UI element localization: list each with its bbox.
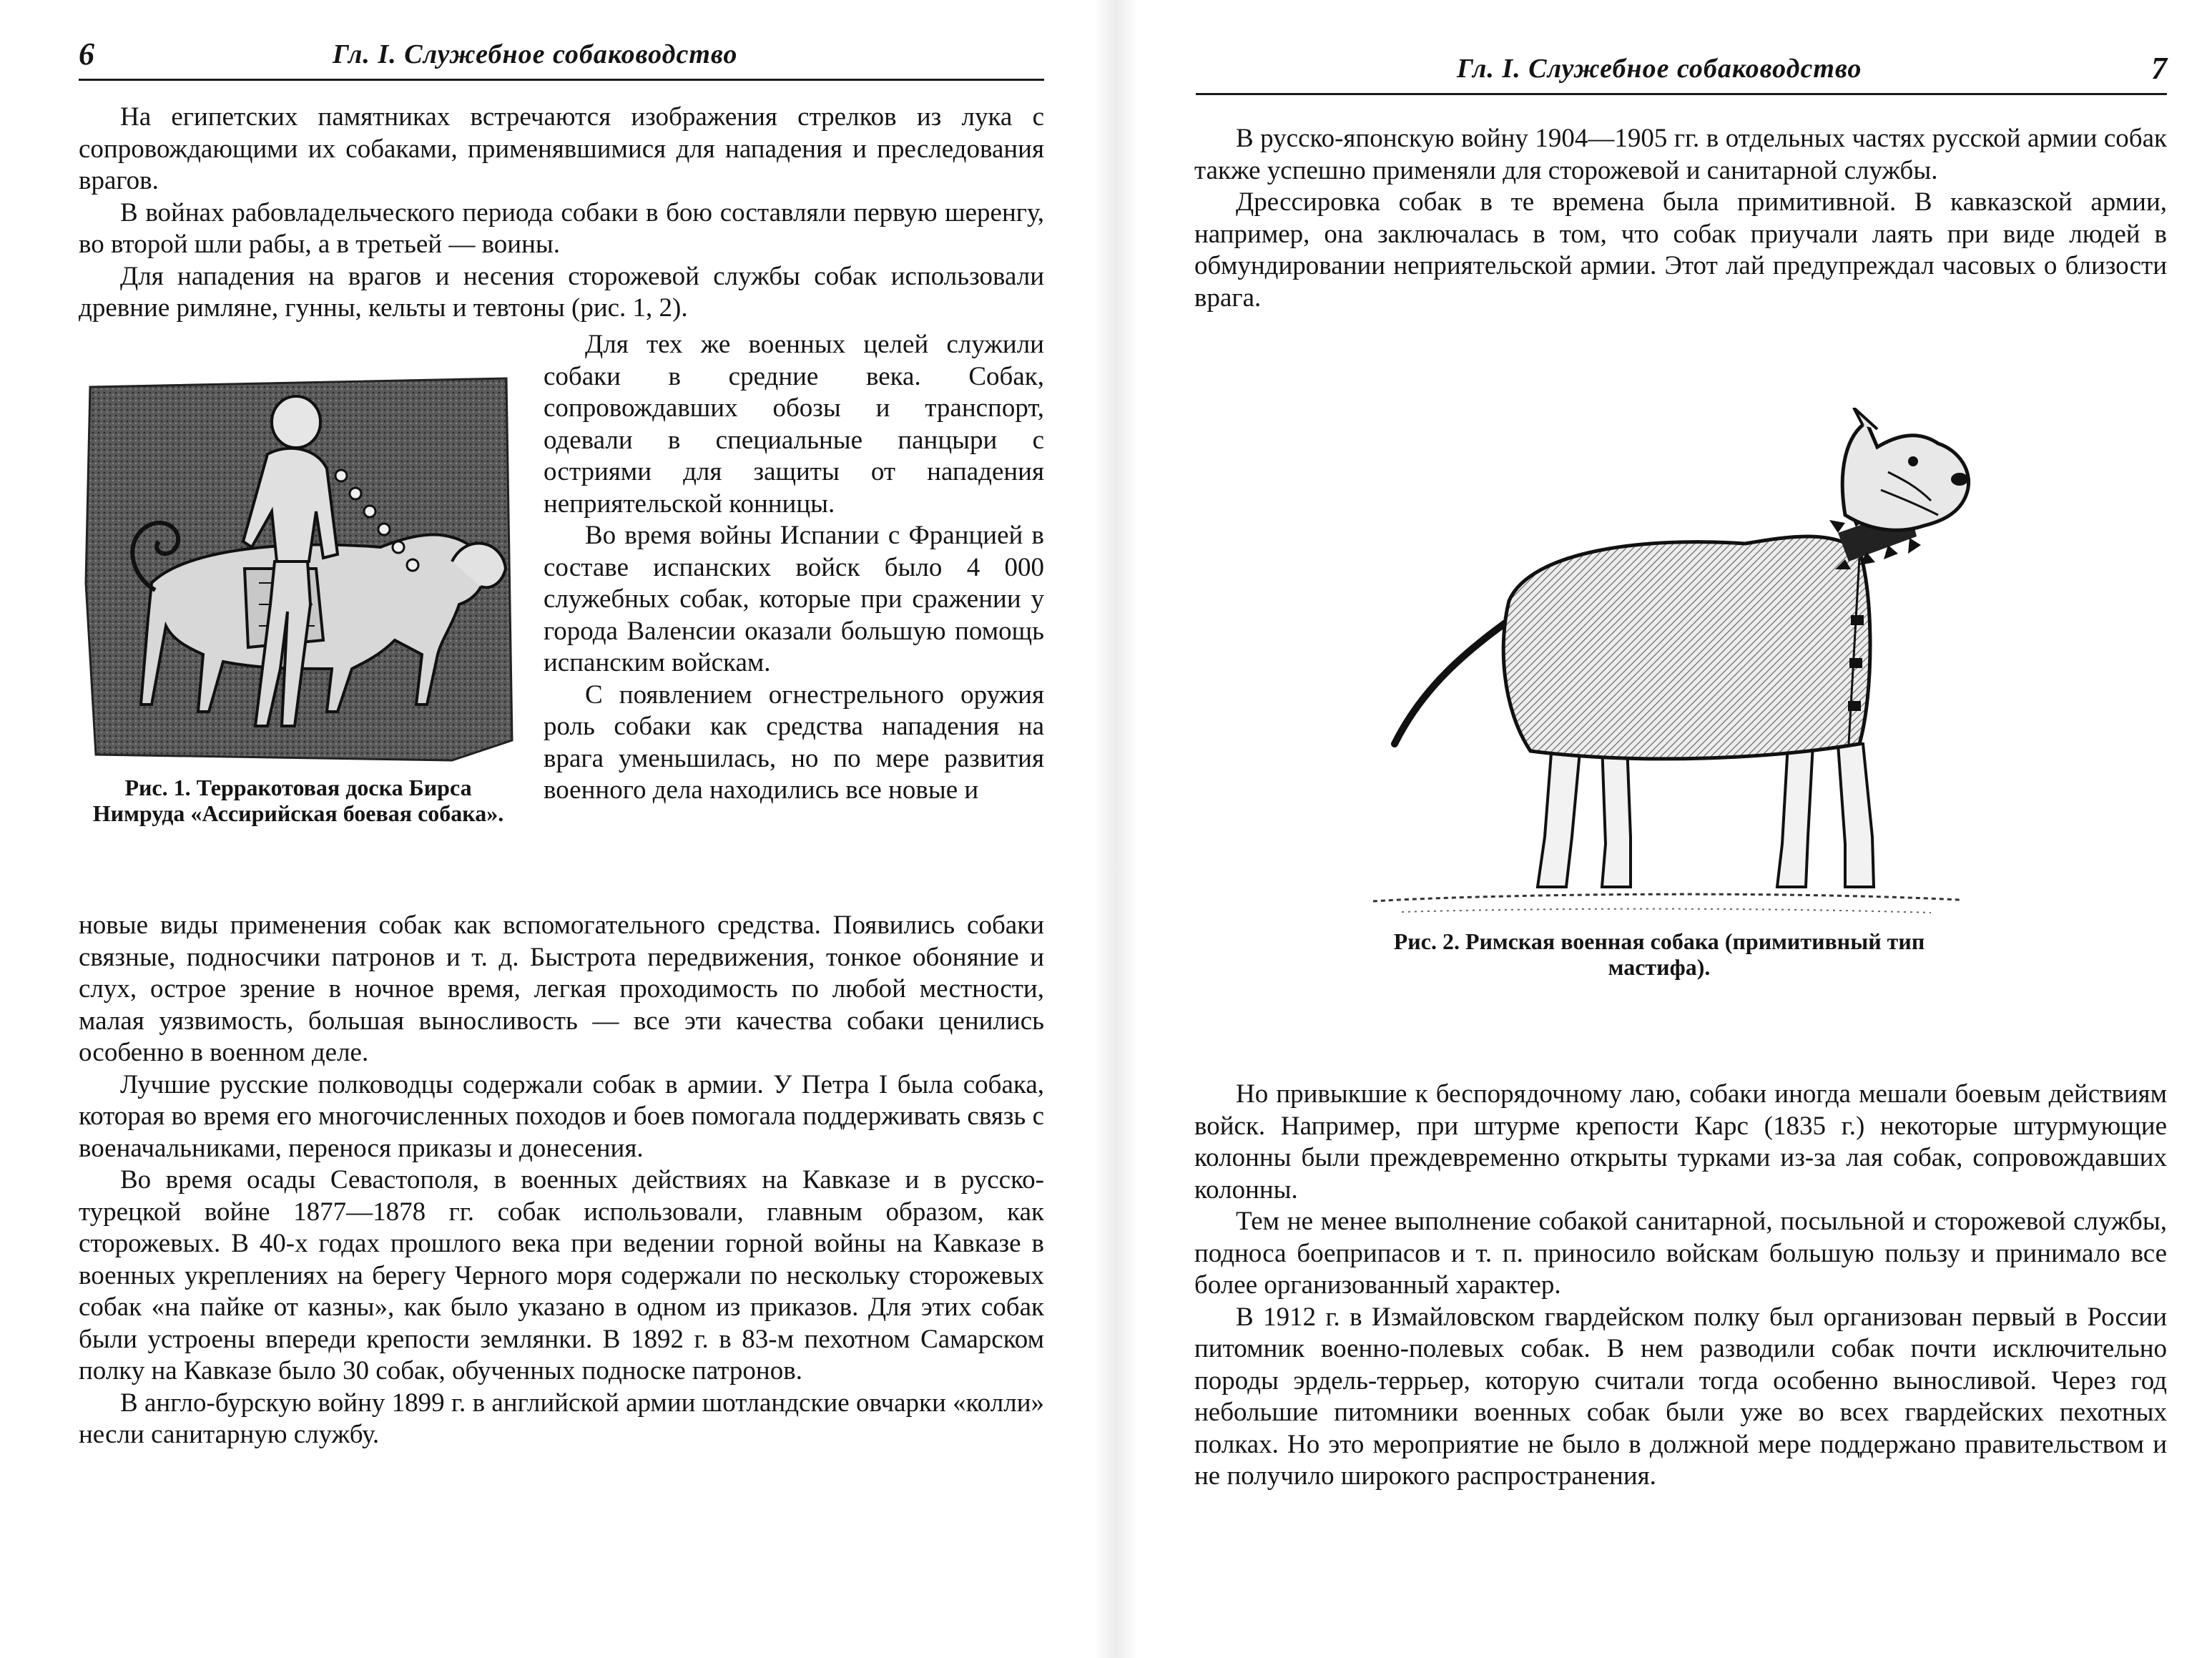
figure-2	[1345, 408, 1974, 980]
paragraph: новые виды применения собак как вспомогательного средства. Появились собаки связные, подносчики патронов и т. д. Быстрота передвижения, тонкое обоняние и слух, острое зрение в ночное время, легкая проходимость по любой местности, малая уязвимость, большая выносливость — все эти качества собаки ценились особенно в военном деле.	[79, 911, 1044, 1067]
paragraph: На египетских памятниках встречаются изображения стрелков из лука с сопровождающими их собаками, применявшимися для нападения и преследования врагов.	[79, 102, 1044, 195]
running-head: Гл. I. Служебное собаководство	[1457, 54, 1862, 84]
right-body-bottom	[1194, 1079, 2167, 1493]
paragraph: В войнах рабовладельческого периода собаки в бою составляли первую шеренгу, во второй шли рабы, а в третьей — воины.	[79, 197, 1044, 259]
page-number: 6	[79, 36, 94, 72]
paragraph: В 1912 г. в Измайловском гвардейском полку был организован первый в России питомник военно-полевых собак. В нем разводили собак почти исключительно породы эрдель-террьер, которую считали тогда особенно выносливой. Через год небольшие питомники военных собак были уже во всех гвардейских пехотных полках. Но это мероприятие не было в должной мере поддержано правительством и не получило широкого распространения.	[1194, 1302, 2167, 1491]
figure-caption: Рис. 1. Терракотовая доска Бирса Нимруда «Ассирийская боевая собака».	[92, 775, 504, 826]
left-body-bottom	[79, 910, 1044, 1451]
paragraph: Для нападения на врагов и несения сторожевой службы собак использовали древние римляне, гунны, кельты и тевтоны (рис. 1, 2).	[79, 261, 1044, 323]
left-page-header	[79, 29, 1044, 81]
figure-1	[80, 368, 538, 826]
paragraph: В русско-японскую войну 1904—1905 гг. в отдельных частях русской армии собак также успешно применяли для сторожевой и санитарной службы.	[1194, 124, 2167, 185]
paragraph: Во время войны Испании с Францией в составе испанских войск было 4 000 служебных собак, которые при сражении у города Валенсии оказали большую помощь испанским войскам.	[544, 521, 1044, 677]
left-page	[0, 0, 1094, 1658]
left-body-top	[79, 102, 1044, 325]
right-page	[1137, 0, 2212, 1658]
book-gutter	[1094, 0, 1137, 1658]
left-body-side	[544, 329, 1044, 807]
paragraph: В англо-бурскую войну 1899 г. в английской армии шотландские овчарки «колли» несли санитарную службу.	[79, 1388, 1044, 1449]
paragraph: Дрессировка собак в те времена была примитивной. В кавказской армии, например, она заключалась в том, что собак приучали лаять при виде людей в обмундировании неприятельской армии. Этот лай предупреждал часовых о близости врага.	[1194, 187, 2167, 313]
paragraph: Лучшие русские полководцы содержали собак в армии. У Петра I была собака, которая во время его многочисленных походов и боев помогала поддерживать связь с военачальниками, перенося приказы и донесения.	[79, 1069, 1044, 1163]
right-body-top	[1194, 123, 2167, 314]
right-page-header	[1196, 43, 2167, 95]
paragraph: Во время осады Севастополя, в военных действиях на Кавказе и в русско-турецкой войне 1877—1878 гг. собак использовали, главным образом, как сторожевых. В 40-х годах прошлого века при ведении горной войны на Кавказе в военных укреплениях на берегу Черного моря содержали по нескольку сторожевых собак «на пайке от казны», как было указано в одном из приказов. Для этих собак были устроены впереди крепости землянки. В 1892 г. в 83-м пехотном Самарском полку на Кавказе было 30 собак, обученных подноске патронов.	[79, 1165, 1044, 1385]
page-number: 7	[2151, 51, 2167, 86]
paragraph: Тем не менее выполнение собакой санитарной, посыльной и сторожевой службы, подноса боеприпасов и т. п. приносило войскам большую пользу и принимало все более организованный характер.	[1194, 1207, 2167, 1300]
terracotta-relief-illustration	[80, 368, 516, 769]
figure-caption: Рис. 2. Римская военная собака (примитивный тип мастифа).	[1393, 928, 1925, 980]
paragraph: С появлением огнестрельного оружия роль собаки как средства нападения на врага уменьшилась, но по мере развития военного дела находились все новые и	[544, 680, 1044, 805]
paragraph: Для тех же военных целей служили собаки в средние века. Собак, сопровождавших обозы и транспорт, одевали в специальные панцыри с остриями для защиты от нападения неприятельской конницы.	[544, 330, 1044, 519]
running-head: Гл. I. Служебное собаководство	[333, 39, 738, 69]
roman-war-dog-illustration	[1345, 408, 1974, 923]
paragraph: Но привыкшие к беспорядочному лаю, собаки иногда мешали боевым действиям войск. Например, при штурме крепости Карс (1835 г.) некоторые штурмующие колонны были преждевременно открыты турками из-за лая собак, сопровождавших колонны.	[1194, 1079, 2167, 1205]
